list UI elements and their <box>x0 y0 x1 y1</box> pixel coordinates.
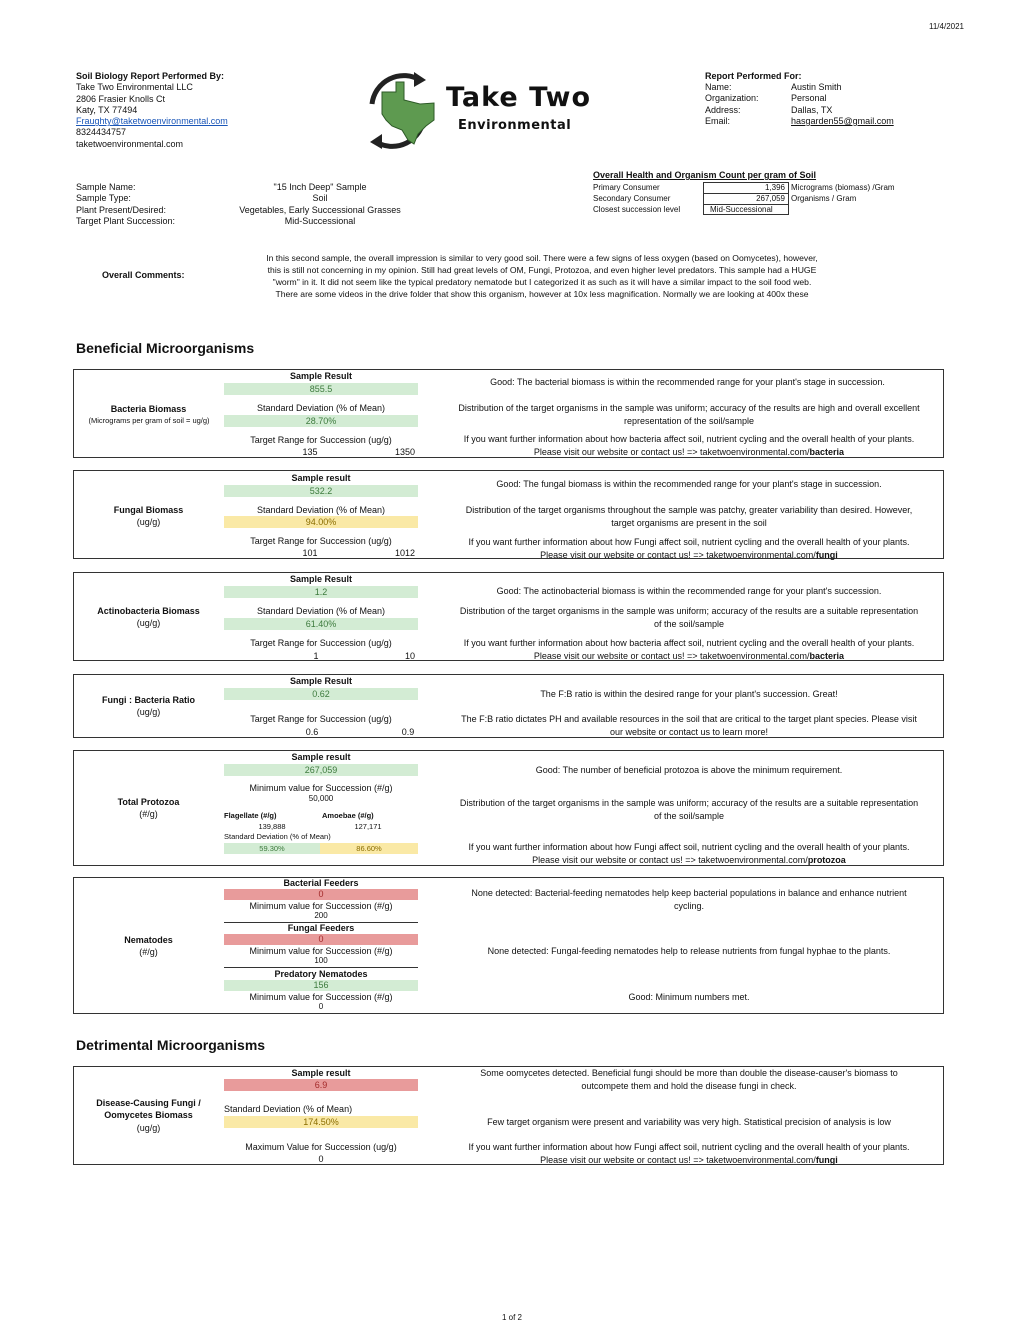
sample-type: Soil <box>312 193 328 204</box>
logo-title: Take Two <box>446 82 592 113</box>
protozoa-unit: (#/g) <box>139 809 158 819</box>
overall-health-units <box>791 182 895 204</box>
predatory-nematodes-label: Predatory Nematodes <box>274 969 368 979</box>
report-date: 11/4/2021 <box>929 22 964 31</box>
fb-ratio-range-low: 0.6 <box>305 727 319 737</box>
desc-line: Distribution of the target organisms in the sample was uniform; accuracy of the results are high and overall excellent <box>458 403 920 413</box>
secondary-consumer-unit: Organisms / Gram <box>791 194 857 203</box>
comment-line: There are some videos in the drive folder that show this organism, however at 10x less magnification. Normally we are looking at 400x these <box>275 289 809 299</box>
company-phone: 8324434757 <box>76 127 127 138</box>
flagellate-label: Flagellate (#/g) <box>224 811 277 820</box>
label-name: Name: <box>705 82 732 92</box>
company-website: taketwoenvironmental.com <box>76 138 184 149</box>
label-organization: Organization: <box>705 93 759 104</box>
nematodes-unit: (#/g) <box>139 947 158 957</box>
fungal-result: 532.2 <box>224 485 418 497</box>
predatory-nematodes-min-label: Minimum value for Succession (#/g) <box>249 992 393 1002</box>
fungal-range-high: 1012 <box>394 548 416 558</box>
overall-health-title: Overall Health and Organism Count per gram of Soil <box>593 170 817 180</box>
fungal-sd: 94.00% <box>224 516 418 528</box>
label-plant: Plant Present/Desired: <box>76 204 167 215</box>
primary-consumer-value: 1,396 <box>704 183 788 194</box>
desc-line: If you want further information about how Fungi affect soil, nutrient cycling and the overall health of your plants. <box>468 842 910 852</box>
predatory-nematodes-result: 156 <box>224 980 418 991</box>
client-organization: Personal <box>791 93 827 104</box>
fungal-feeders-label: Fungal Feeders <box>287 923 355 933</box>
sample-values <box>200 182 440 227</box>
actino-sd-label: Standard Deviation (% of Mean) <box>256 606 386 616</box>
fungal-sd-label: Standard Deviation (% of Mean) <box>256 505 386 515</box>
fb-ratio-range-high: 0.9 <box>401 727 415 737</box>
desc-line: Please visit our website or contact us! => taketwoenvironmental.com/ <box>532 854 808 865</box>
oomycetes-desc-distribution: Few target organism were present and variability was very high. Statistical precision of analysis is low <box>487 1117 891 1127</box>
company-city: Katy, TX 77494 <box>76 104 138 115</box>
desc-line: Distribution of the target organisms in the sample was uniform; accuracy of the results are a suitable representation <box>459 606 919 616</box>
desc-line: If you want further information about how bacteria affect soil, nutrient cycling and the overall health of your plants. <box>463 638 915 648</box>
predatory-nematodes-min: 0 <box>318 1002 324 1011</box>
bacteria-range-high: 1350 <box>394 447 416 457</box>
flagellate-value: 139,888 <box>258 822 286 831</box>
desc-line: of the soil/sample <box>653 810 725 821</box>
bacteria-unit: (Micrograms per gram of soil = ug/g) <box>88 416 210 425</box>
actino-range-label: Target Range for Succession (ug/g) <box>250 638 392 648</box>
primary-consumer-label: Primary Consumer <box>593 183 660 192</box>
fungal-feeders-result: 0 <box>224 934 418 945</box>
overall-health-values <box>703 182 789 215</box>
page-number: 1 of 2 <box>501 1313 522 1322</box>
oomycetes-max: 0 <box>318 1154 324 1164</box>
oomycetes-desc-info <box>425 1141 953 1166</box>
flagellate-sd: 59.30% <box>224 843 320 854</box>
fungal-range-label: Target Range for Succession (ug/g) <box>250 536 392 546</box>
fb-ratio-desc-info <box>425 713 953 738</box>
protozoa-desc-distribution <box>425 797 953 822</box>
protozoa-result-label: Sample result <box>291 752 351 762</box>
target-succession: Mid-Successional <box>284 215 356 226</box>
protozoa-name: Total Protozoa <box>117 797 180 807</box>
desc-line: None detected: Bacterial-feeding nematodes help keep bacterial populations in balance and enhance nutrient <box>471 888 907 898</box>
desc-line: Please visit our website or contact us! => taketwoenvironmental.com/ <box>533 446 810 457</box>
bacteria-result: 855.5 <box>224 383 418 395</box>
comment-line: "worm" in it. It did not seem like the typical predatory nematode but I categorized it as such as it will have a similar impact to the soil food web. <box>272 277 812 287</box>
fb-ratio-desc-result: The F:B ratio is within the desired range for your plant's succession. Great! <box>540 689 838 699</box>
nematodes-desc-bacterial <box>425 887 953 912</box>
desc-line: of the soil/sample <box>653 618 725 629</box>
protozoa-link[interactable]: protozoa <box>807 854 846 865</box>
actino-result: 1.2 <box>224 586 418 598</box>
sample-labels <box>76 182 175 227</box>
oomycetes-sd-label: Standard Deviation (% of Mean) <box>224 1104 353 1114</box>
nematodes-desc-predatory: Good: Minimum numbers met. <box>628 992 750 1002</box>
plant-present: Vegetables, Early Successional Grasses <box>239 204 401 215</box>
oomycetes-name-2: Oomycetes Biomass <box>104 1110 193 1120</box>
desc-line: The F:B ratio dictates PH and available resources in the soil that are critical to the target plant species. Please visit <box>461 714 917 724</box>
performed-for-labels <box>705 82 759 127</box>
label-address: Address: <box>705 104 741 115</box>
secondary-consumer-label: Secondary Consumer <box>593 194 671 203</box>
label-sample-type: Sample Type: <box>76 193 131 204</box>
desc-line: If you want further information about how Fungi affect soil, nutrient cycling and the overall health of your plants. <box>468 537 910 547</box>
performed-for-heading: Report Performed For: <box>705 71 802 81</box>
succession-level-label: Closest succession level <box>593 205 681 214</box>
desc-line: outcompete them and hold the disease fungi in check. <box>581 1080 797 1091</box>
bacteria-name: Bacteria Biomass <box>110 404 187 414</box>
bacteria-result-label: Sample Result <box>289 371 353 381</box>
fungal-range-low: 101 <box>302 548 318 558</box>
company-logo <box>358 70 613 150</box>
actino-unit: (ug/g) <box>136 618 161 628</box>
actino-desc-distribution <box>425 605 953 630</box>
actino-result-label: Sample Result <box>289 574 353 584</box>
actino-desc-result: Good: The actinobacterial biomass is within the recommended range for your plant's succession. <box>496 586 882 596</box>
fb-ratio-unit: (ug/g) <box>136 707 161 717</box>
bacteria-range-label: Target Range for Succession (ug/g) <box>250 435 392 445</box>
actino-name: Actinobacteria Biomass <box>97 606 200 616</box>
actino-sd: 61.40% <box>224 618 418 630</box>
fungal-result-label: Sample result <box>291 473 351 483</box>
desc-line: Distribution of the target organisms throughout the sample was patchy, greater variability than desired. However, <box>465 505 913 515</box>
fungal-desc-result: Good: The fungal biomass is within the recommended range for your plant's stage in succession. <box>496 479 882 489</box>
label-email: Email: <box>705 115 731 126</box>
nematodes-name: Nematodes <box>124 935 173 945</box>
protozoa-min-label: Minimum value for Succession (#/g) <box>249 783 393 793</box>
actino-desc-info <box>425 637 953 662</box>
desc-line: If you want further information about how Fungi affect soil, nutrient cycling and the overall health of your plants. <box>468 1142 910 1152</box>
logo-subtitle: Environmental <box>458 118 572 133</box>
amoebae-label: Amoebae (#/g) <box>322 811 374 820</box>
desc-line: our website or contact us to learn more! <box>609 726 769 737</box>
company-name: Take Two Environmental LLC <box>76 82 193 93</box>
oomycetes-unit: (ug/g) <box>136 1123 161 1133</box>
bacteria-desc-result: Good: The bacterial biomass is within the recommended range for your plant's stage in succession. <box>490 377 885 387</box>
bacteria-link[interactable]: bacteria <box>809 650 845 661</box>
desc-line: If you want further information about how bacteria affect soil, nutrient cycling and the overall health of your plants. <box>463 434 915 444</box>
bacterial-feeders-min: 200 <box>314 911 328 920</box>
overall-comments-text <box>222 252 862 300</box>
oomycetes-result: 6.9 <box>224 1079 418 1091</box>
protozoa-min: 50,000 <box>308 794 334 803</box>
overall-comments-label: Overall Comments: <box>102 270 185 280</box>
client-address: Dallas, TX <box>791 104 833 115</box>
overall-health-labels <box>593 182 680 215</box>
bacteria-link[interactable]: bacteria <box>809 446 845 457</box>
protozoa-desc-info <box>425 841 953 866</box>
bacteria-desc-info <box>425 433 953 458</box>
nematodes-desc-fungal: None detected: Fungal-feeding nematodes help to release nutrients from fungal hyphae to the plants. <box>487 946 891 956</box>
protozoa-sd-label: Standard Deviation (% of Mean) <box>224 832 331 841</box>
client-name: Austin Smith <box>791 82 842 92</box>
bacterial-feeders-min-label: Minimum value for Succession (#/g) <box>249 901 393 911</box>
texas-recycle-icon <box>358 70 448 150</box>
bacterial-feeders-label: Bacterial Feeders <box>283 878 359 888</box>
fungi-link[interactable]: fungi <box>815 549 838 560</box>
bacteria-desc-distribution <box>425 402 953 427</box>
oomycetes-name-1: Disease-Causing Fungi / <box>96 1098 201 1108</box>
performed-by-block <box>76 71 228 150</box>
actino-range-high: 10 <box>404 651 415 661</box>
bacteria-sd: 28.70% <box>224 415 418 427</box>
oomycetes-result-label: Sample result <box>291 1068 351 1078</box>
fb-ratio-range-label: Target Range for Succession (ug/g) <box>250 714 392 724</box>
actino-range-low: 1 <box>313 651 319 661</box>
oomycetes-desc-result <box>425 1067 953 1092</box>
desc-line: representation of the soil/sample <box>623 415 755 426</box>
desc-line: cycling. <box>673 900 704 911</box>
fungal-desc-distribution <box>425 504 953 529</box>
desc-line: Some oomycetes detected. Beneficial fungi should be more than double the disease-causer's biomass to <box>480 1068 898 1078</box>
oomycetes-max-label: Maximum Value for Succession (ug/g) <box>245 1142 397 1152</box>
bacterial-feeders-result: 0 <box>224 889 418 900</box>
fungal-unit: (ug/g) <box>136 517 161 527</box>
fungal-feeders-min-label: Minimum value for Succession (#/g) <box>249 946 393 956</box>
primary-consumer-unit: Micrograms (biomass) /Gram <box>791 183 895 192</box>
desc-line: target organisms are present in the soil <box>611 517 767 528</box>
desc-line: Please visit our website or contact us! => taketwoenvironmental.com/ <box>540 1154 816 1165</box>
company-email-link[interactable]: Fraughty@taketwoenvironmental.com <box>76 116 228 127</box>
fb-ratio-result-label: Sample Result <box>289 676 353 686</box>
fungal-desc-info <box>425 536 953 561</box>
client-email[interactable]: hasgarden55@gmail.com <box>791 115 894 126</box>
bacteria-range-low: 135 <box>302 447 318 457</box>
fungi-link[interactable]: fungi <box>815 1154 838 1165</box>
sample-name: "15 Inch Deep" Sample <box>273 182 367 192</box>
desc-line: Please visit our website or contact us! => taketwoenvironmental.com/ <box>540 549 816 560</box>
performed-for-values <box>791 82 894 127</box>
secondary-consumer-value: 267,059 <box>704 194 788 205</box>
protozoa-result: 267,059 <box>224 764 418 776</box>
label-target-succession: Target Plant Succession: <box>76 215 176 226</box>
fungal-name: Fungal Biomass <box>113 505 184 515</box>
detrimental-section-title: Detrimental Microorganisms <box>76 1037 266 1053</box>
bacteria-sd-label: Standard Deviation (% of Mean) <box>256 403 386 413</box>
succession-level-value: Mid-Successional <box>710 205 773 214</box>
desc-line: Distribution of the target organisms in the sample was uniform; accuracy of the results are a suitable representation <box>459 798 919 808</box>
performed-by-heading: Soil Biology Report Performed By: <box>76 71 225 81</box>
protozoa-desc-result: Good: The number of beneficial protozoa is above the minimum requirement. <box>535 765 843 775</box>
oomycetes-sd: 174.50% <box>224 1116 418 1128</box>
comment-line: In this second sample, the overall impression is similar to very good soil. There were a few signs of less oxygen (based on Oomycetes), however, <box>266 253 818 263</box>
amoebae-sd: 86.60% <box>320 843 418 854</box>
label-sample-name: Sample Name: <box>76 182 136 192</box>
company-street: 2806 Frasier Knolls Ct <box>76 93 166 104</box>
fb-ratio-name: Fungi : Bacteria Ratio <box>101 695 195 705</box>
beneficial-section-title: Beneficial Microorganisms <box>76 340 255 356</box>
comment-line: this is still not concerning in my opinion. Still had great levels of OM, Fungi, Protozoa, and even higher level predators. This sample had a HUGE <box>267 265 817 275</box>
fb-ratio-result: 0.62 <box>224 688 418 700</box>
desc-line: Please visit our website or contact us! => taketwoenvironmental.com/ <box>533 650 810 661</box>
fungal-feeders-min: 100 <box>314 956 328 965</box>
amoebae-value: 127,171 <box>354 822 382 831</box>
